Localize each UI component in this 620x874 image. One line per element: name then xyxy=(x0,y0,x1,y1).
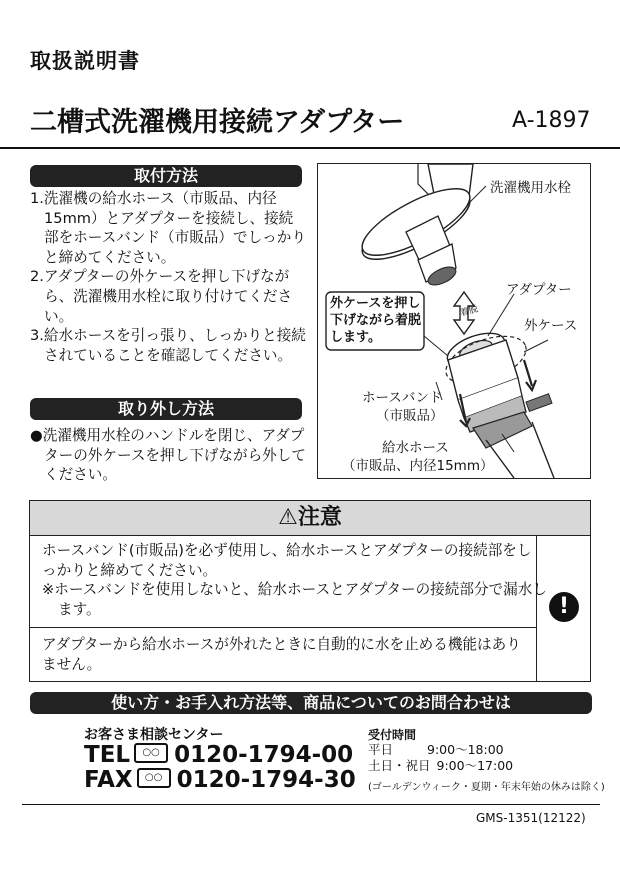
hours-note: (ゴールデンウィーク・夏期・年末年始の休みは除く) xyxy=(368,782,605,793)
weekend-label: 土日・祝日 xyxy=(368,758,431,773)
document-code: GMS-1351(12122) xyxy=(476,811,586,825)
attach-detach-mark: 着脱 xyxy=(458,303,479,318)
product-title: 二槽式洗濯機用接続アダプター xyxy=(30,107,405,138)
tel-label: TEL xyxy=(84,742,131,768)
free-dial-icon: ○○ xyxy=(134,743,168,763)
installation-diagram xyxy=(317,163,591,479)
remove-step: ●洗濯機用水栓のハンドルを閉じ、アダプターの外ケースを押し下げながら外してください。 xyxy=(30,427,306,484)
install-step-2: 2.アダプターの外ケースを押し下げながら、洗濯機用水栓に取り付けてください。 xyxy=(30,268,293,325)
caution-row-divider xyxy=(30,627,536,628)
install-step-3: 3.給水ホースを引っ張り、しっかりと接続されていることを確認してください。 xyxy=(30,327,306,364)
caution-item-1: ホースバンド(市販品)を必ず使用し、給水ホースとアダプターの接続部をしっかりと締めてください。 xyxy=(42,542,532,579)
faucet-label: 洗濯機用水栓 xyxy=(490,180,571,196)
tel-line xyxy=(84,742,353,768)
remove-instructions xyxy=(30,426,306,485)
document-type: 取扱説明書 xyxy=(30,49,140,73)
header-divider xyxy=(0,147,620,149)
weekday-label: 平日 xyxy=(368,742,394,757)
weekday-hours: 9:00〜18:00 xyxy=(427,742,504,757)
footer-divider xyxy=(22,804,600,805)
remove-heading: 取り外し方法 xyxy=(30,398,302,420)
hours-weekend xyxy=(368,758,513,773)
model-number: A-1897 xyxy=(512,108,591,133)
fax-line xyxy=(84,767,356,793)
hours-weekday xyxy=(368,742,504,757)
contact-heading: 使い方・お手入れ方法等、商品についてのお問合わせは xyxy=(30,692,592,714)
hose-sub: （市販品、内径15mm） xyxy=(342,458,494,474)
install-heading: 取付方法 xyxy=(30,165,302,187)
caution-item-1-note: ※ホースバンドを使用しないと、給水ホースとアダプターの接続部分で漏水します。 xyxy=(42,581,547,618)
hours-label: 受付時間 xyxy=(368,728,417,742)
hose-band-label: ホースバンド xyxy=(362,390,443,406)
caution-item-2: アダプターから給水ホースが外れたときに自動的に水を止める機能はありません。 xyxy=(42,636,521,673)
install-step-1: 1.洗濯機の給水ホース（市販品、内径15mm）とアダプターを接続し、接続部をホースバンド（市販品）でしっかりと締めてください。 xyxy=(30,190,306,266)
fax-label: FAX xyxy=(84,767,133,793)
weekend-hours: 9:00〜17:00 xyxy=(436,758,514,773)
hose-label: 給水ホース xyxy=(382,440,449,456)
caution-heading: ⚠注意 xyxy=(30,501,590,536)
callout-text: 外ケースを押し下げながら着脱します。 xyxy=(330,296,422,345)
outer-case-label: 外ケース xyxy=(524,318,578,334)
install-steps xyxy=(30,189,306,365)
free-dial-icon: ○○ xyxy=(137,768,171,788)
hose-band-sub: （市販品） xyxy=(376,408,444,424)
adapter-label: アダプター xyxy=(506,282,572,298)
caution-box xyxy=(29,500,591,682)
tel-number[interactable]: 0120-1794-00 xyxy=(174,742,354,768)
mandatory-icon: ! xyxy=(549,592,579,622)
support-center-name: お客さま相談センター xyxy=(84,727,224,743)
fax-number[interactable]: 0120-1794-30 xyxy=(176,767,356,793)
